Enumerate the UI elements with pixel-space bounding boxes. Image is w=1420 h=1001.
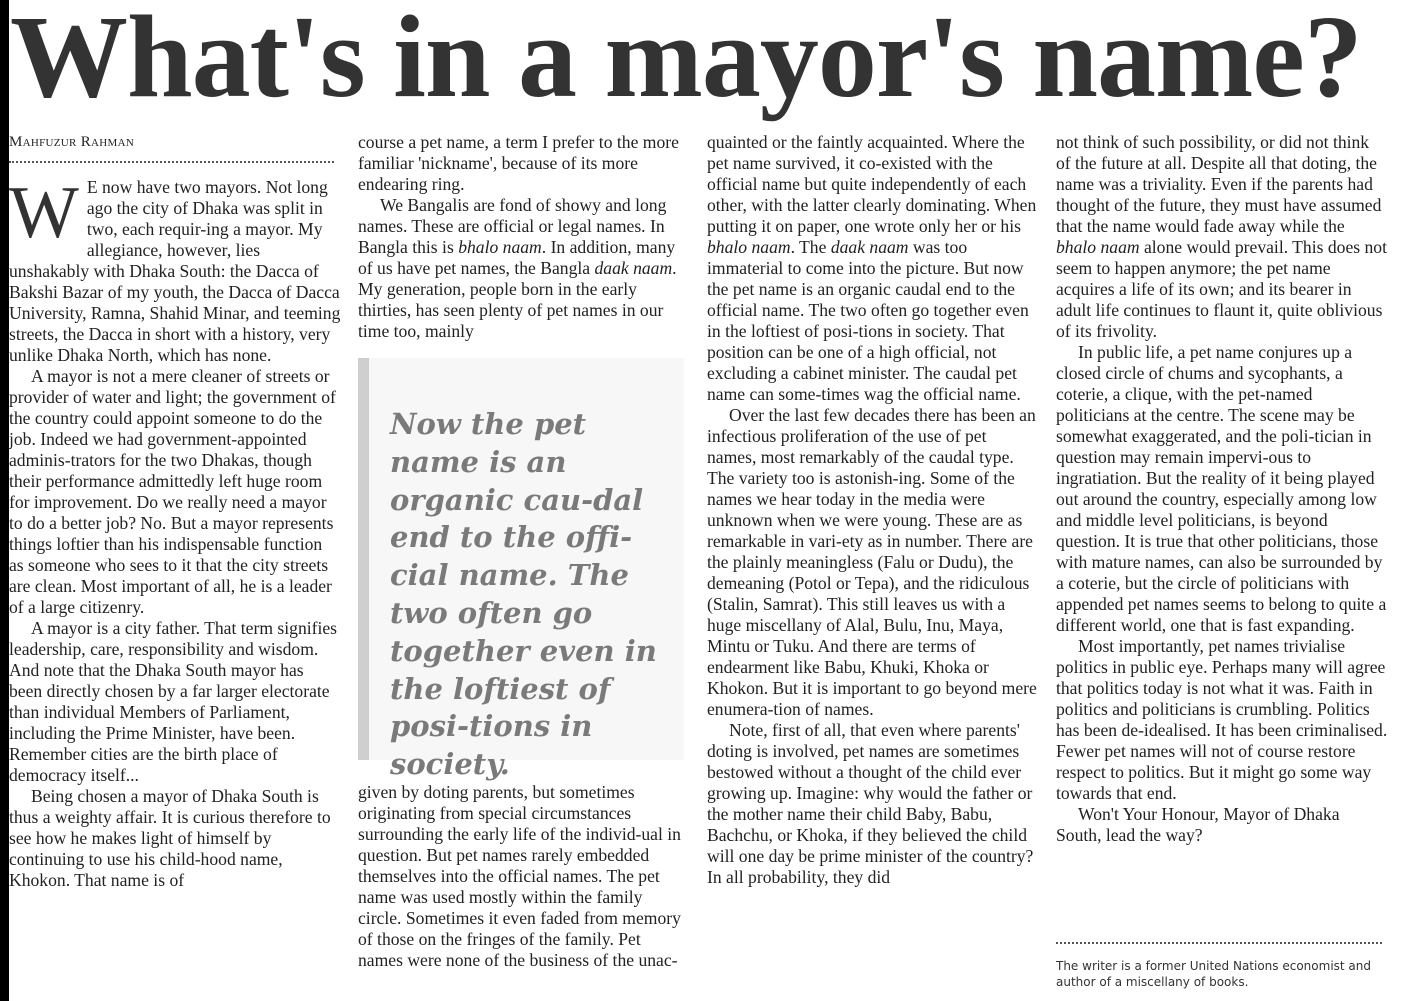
paragraph: given by doting parents, but sometimes originating from special circumstances surrounding the early life of the individ-ual in question. But pet names rarely embedded themselves into the official names. The pet name was used mostly within the family circle. Sometimes it even faded from memory of those on the fringes of the family. Pet names were none of the business of the unac- bbox=[358, 782, 681, 970]
column-2 bbox=[358, 132, 690, 342]
drop-cap: W bbox=[9, 172, 79, 254]
paragraph: Note, first of all, that even where parents' doting is involved, pet names are sometimes bestowed without a thought of the child ever growing up. Imagine: why would the father or the mother name their child Baby, Babu, Bachchu, or Khoka, if they believed the child will one day be prime minister of the country? In all probability, they did bbox=[707, 720, 1034, 887]
end-divider bbox=[1056, 942, 1382, 944]
italic-term: daak naam bbox=[830, 237, 909, 257]
column-1 bbox=[9, 132, 341, 891]
paragraph: In public life, a pet name conjures up a closed circle of chums and sycophants, a coterie, a clique, with the pet-named politicians at the centre. The scene may be somewhat exaggerated, and the poli-tician in question may remain impervi-ous to ingratiation. But the reality of it being played out around the country, especially among low and middle level politicians, is beyond question. It is true that other politicians, those with mature names, can also be surrounded by a coterie, but the circle of politicians with appended pet names seems to belong to quite a different world, one that is fast expanding. bbox=[1056, 342, 1387, 635]
italic-term: bhalo naam bbox=[1056, 237, 1140, 257]
author-footnote: The writer is a former United Nations economist and author of a miscellany of books. bbox=[1056, 959, 1371, 989]
pull-quote-bar bbox=[358, 358, 369, 760]
text-run: alone would prevail. This does not seem to happen anymore; the pet name acquires a life of its own; and its bearer in adult life continues to flaunt it, quite oblivious of its frivolity. bbox=[1056, 237, 1387, 341]
text-run: . My generation, people born in the early thirties, has seen plenty of pet names in our time too, mainly bbox=[358, 258, 677, 341]
paragraph bbox=[1056, 132, 1388, 342]
text-run: . The bbox=[790, 237, 831, 257]
paragraph: A mayor is not a mere cleaner of streets or provider of water and light; the government of the country could appoint someone to do the job. Indeed we had government-appointed adminis-trators for the two Dhakas, though their performance admittedly left huge room for improvement. Do we really need a mayor to do a better job? No. But a mayor represents things loftier than his indispensable function as someone who sees to it that the city streets are clean. Most important of all, he is a leader of a large citizenry. bbox=[9, 366, 336, 617]
paragraph: course a pet name, a term I prefer to the more familiar 'nickname', because of its more endearing ring. bbox=[358, 132, 679, 194]
text-run: was too immaterial to come into the picture. But now the pet name is an organic caudal end to the official name. The two often go together even in the loftiest of posi-tions in society. That position can be one of a high official, not excluding a cabinet minister. The caudal pet name can some-times wag the official name. bbox=[707, 237, 1029, 404]
italic-term: bhalo naam bbox=[707, 237, 791, 257]
text-run: . In addition, many of us have pet names, the Bangla bbox=[358, 237, 676, 278]
byline: Mahfuzur Rahman bbox=[9, 134, 135, 150]
paragraph bbox=[9, 172, 341, 366]
italic-term: daak naam bbox=[594, 258, 673, 278]
paragraph: A mayor is a city father. That term signifies leadership, care, responsibility and wisdom. And note that the Dhaka South mayor has been directly chosen by a far larger electorate than individual Members of Parliament, including the Prime Minister, have been. Remember cities are the birth place of democracy itself... bbox=[9, 618, 338, 785]
paragraph: Over the last few decades there has been an infectious proliferation of the use of pet names, most remarkably of the caudal type. The variety too is astonish-ing. Some of the names we hear today in the media were unknown when we were young. These are as remarkable in vari-ety as in number. There are the plainly meaningless (Falu or Dudu), the demeaning (Potol or Tepa), and the ridiculous (Stalin, Samrat). This still leaves us with a huge miscellany of Alal, Bulu, Inu, Maya, Mintu or Tuku. And there are terms of endearment like Babu, Khuki, Khoka or Khokon. But it is important to go beyond mere enumera-tion of names. bbox=[707, 405, 1037, 719]
pull-quote-text: Now the pet name is an organic cau-dal end to the offi-cial name. The two often go together even in the loftiest of posi-tions in society. bbox=[390, 407, 657, 782]
italic-term: bhalo naam bbox=[458, 237, 542, 257]
paragraph bbox=[358, 195, 690, 342]
paragraph-text: E now have two mayors. Not long ago the city of Dhaka was split in two, each requir-ing a mayor. My allegiance, however, lies unshakably with Dhaka South: the Dacca of Bakshi Bazar of my youth, the Dacca of Dacca University, Ramna, Shahid Minar, and teeming streets, the Dacca in short with a history, very unlike Dhaka North, which has none. bbox=[9, 177, 341, 365]
column-4 bbox=[1056, 132, 1388, 846]
column-3 bbox=[707, 132, 1039, 888]
paragraph: Most importantly, pet names trivialise politics in public eye. Perhaps many will agree that politics today is not what it was. Faith in politics and politicians is crumbling. Politics has been de-idealised. It has been criminalised. Fewer pet names will not of course restore respect to politics. But it might go some way towards that end. bbox=[1056, 636, 1388, 803]
text-run: not think of such possibility, or did not think of the future at all. Despite all that doting, the name was a triviality. Even if the parents had thought of the future, they must have assumed that the name would fade away while the bbox=[1056, 132, 1382, 236]
byline-divider bbox=[9, 161, 334, 163]
paragraph bbox=[707, 132, 1039, 405]
left-edge-bar bbox=[0, 0, 9, 1001]
paragraph: Won't Your Honour, Mayor of Dhaka South, lead the way? bbox=[1056, 804, 1340, 845]
text-run: quainted or the faintly acquainted. Where the pet name survived, it co-existed with the official name but quite independently of each other, with the latter clearly dominating. When putting it on paper, one wrote only her or his bbox=[707, 132, 1037, 236]
headline: What's in a mayor's name? bbox=[10, 0, 1362, 122]
text-run: We Bangalis are fond of showy and long names. These are official or legal names. In Bangla this is bbox=[358, 195, 667, 257]
column-2-continued bbox=[358, 782, 690, 971]
paragraph: Being chosen a mayor of Dhaka South is thus a weighty affair. It is curious therefore to see how he makes light of himself by continuing to use his child-hood name, Khokon. That name is of bbox=[9, 786, 331, 890]
pull-quote bbox=[358, 358, 684, 782]
